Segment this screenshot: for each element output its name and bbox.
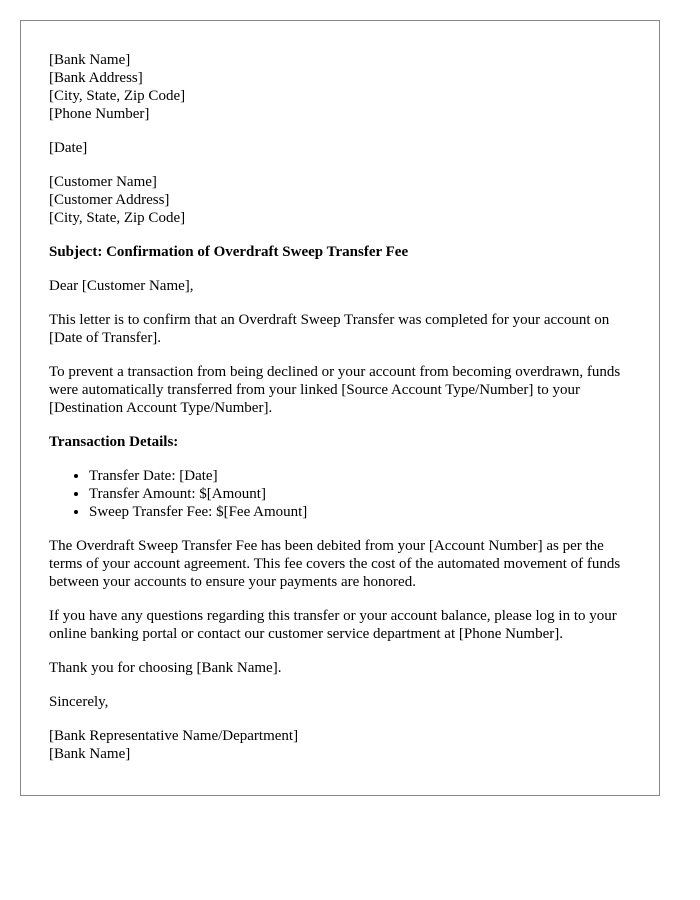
body-paragraph-5: Thank you for choosing [Bank Name].: [49, 660, 282, 676]
body-paragraph-1: This letter is to confirm that an Overdraft Sweep Transfer was completed for your account on [Date of Transfer].: [49, 312, 610, 346]
subject-line: Subject: Confirmation of Overdraft Sweep Transfer Fee: [49, 244, 409, 260]
sender-address-block: [49, 51, 631, 123]
body-paragraph-2: To prevent a transaction from being declined or your account from becoming overdrawn, funds were automatically transferred from your linked [Source Account Type/Number] to your [Destination Account Type/Number].: [49, 364, 621, 416]
recipient-address: [Customer Address]: [49, 192, 170, 208]
letter-document: [20, 20, 660, 796]
body-paragraph-4: If you have any questions regarding this transfer or your account balance, please log in to your online banking portal or contact our customer service department at [Phone Number].: [49, 608, 617, 642]
sender-city-state-zip: [City, State, Zip Code]: [49, 88, 186, 104]
sender-bank-address: [Bank Address]: [49, 70, 143, 86]
signature-block: [49, 727, 631, 763]
letter-date: [Date]: [49, 140, 88, 156]
list-item: • Transfer Date: [Date]: [89, 467, 631, 485]
salutation: Dear [Customer Name],: [49, 278, 194, 294]
sender-phone: [Phone Number]: [49, 106, 150, 122]
body-paragraph-3: The Overdraft Sweep Transfer Fee has been debited from your [Account Number] as per the terms of your account agreement. This fee covers the cost of the automated movement of funds between your accounts to ensure your payments are honored.: [49, 538, 621, 590]
transaction-details-list: [49, 467, 631, 521]
recipient-address-block: [49, 173, 631, 227]
recipient-name: [Customer Name]: [49, 174, 157, 190]
closing: Sincerely,: [49, 694, 109, 710]
transaction-details-heading: Transaction Details:: [49, 434, 179, 450]
signature-rep: [Bank Representative Name/Department]: [49, 728, 299, 744]
list-item: • Transfer Amount: $[Amount]: [89, 485, 631, 503]
recipient-city-state-zip: [City, State, Zip Code]: [49, 210, 186, 226]
sender-bank-name: [Bank Name]: [49, 52, 131, 68]
signature-bank-name: [Bank Name]: [49, 746, 131, 762]
list-item: • Sweep Transfer Fee: $[Fee Amount]: [89, 503, 631, 521]
